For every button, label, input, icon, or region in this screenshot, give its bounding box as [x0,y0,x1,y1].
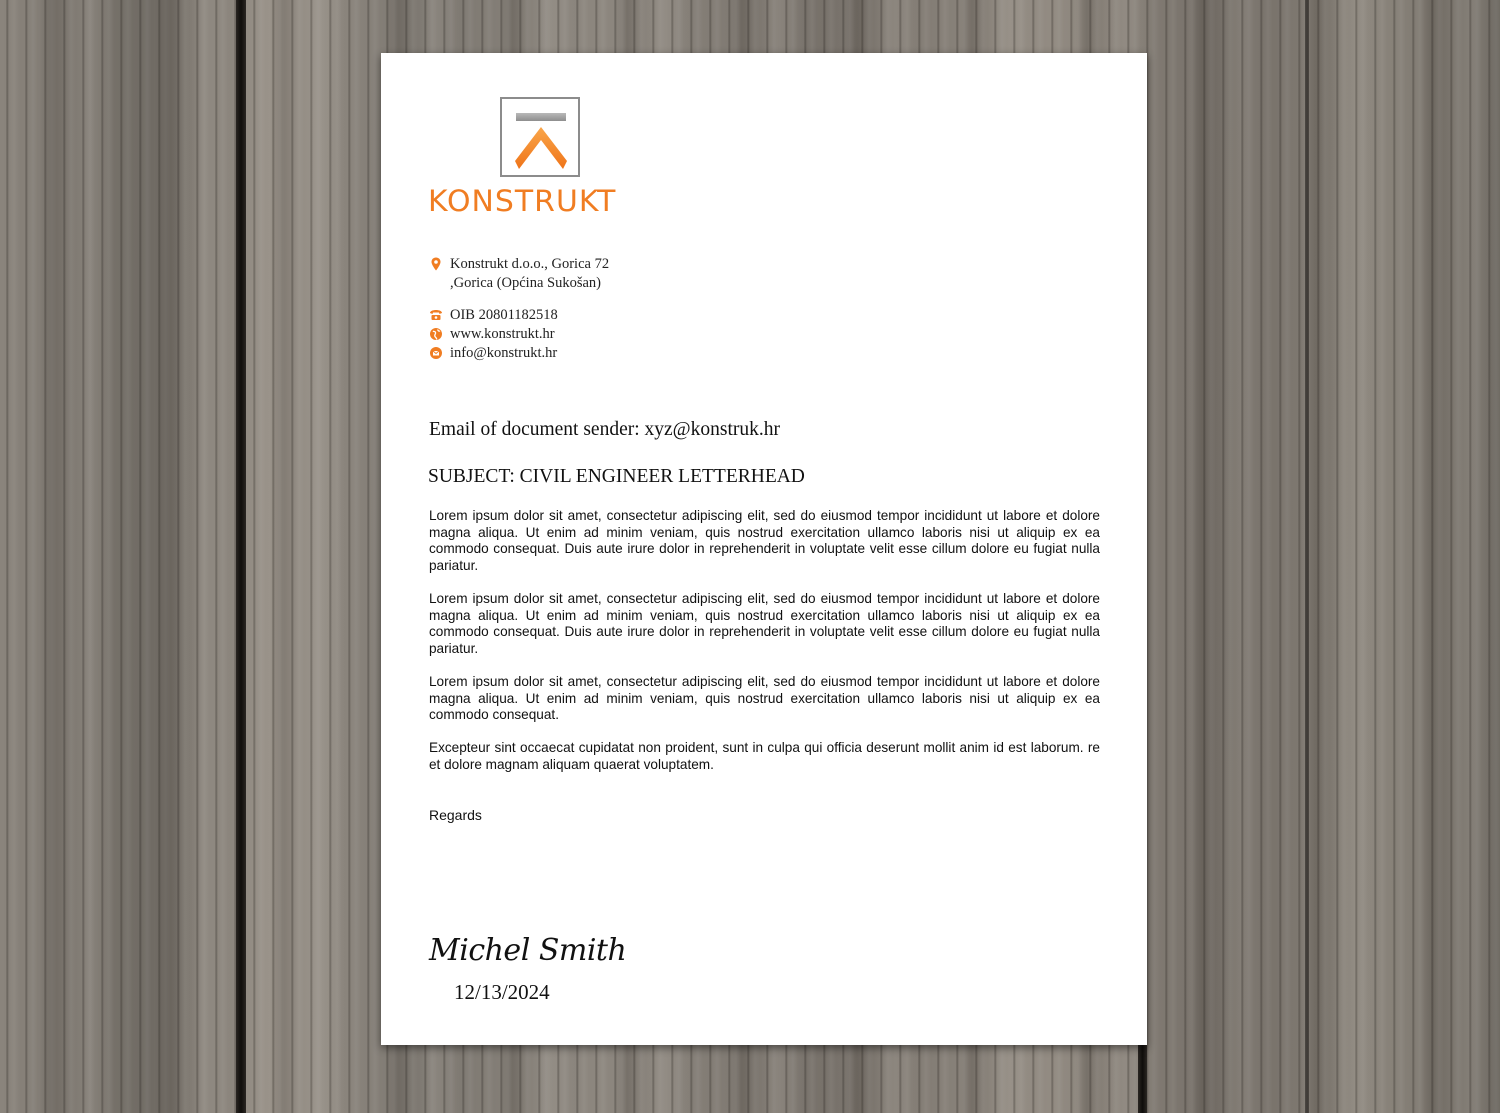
globe-icon [429,327,443,341]
contact-details [429,306,558,363]
body-paragraph: Lorem ipsum dolor sit amet, consectetur adipiscing elit, sed do eiusmod tempor incididunt ut labore et dolore magna aliqua. Ut enim ad minim veniam, quis nostrud exercitation ullamco laboris nisi ut aliquip ex ea commodo consequat. Duis aute irure dolor in reprehenderit in voluptate velit esse cillum dolore eu fugiat nulla pariatur. [429,590,1100,656]
sender-email-line: Email of document sender: xyz@konstruk.hr [429,419,780,440]
body-paragraph: Lorem ipsum dolor sit amet, consectetur adipiscing elit, sed do eiusmod tempor incididunt ut labore et dolore magna aliqua. Ut enim ad minim veniam, quis nostrud exercitation ullamco laboris nisi ut aliquip ex ea commodo consequat. Duis aute irure dolor in reprehenderit in voluptate velit esse cillum dolore eu fugiat nulla pariatur. [429,508,1100,573]
address-block [429,255,609,293]
logo-mark [500,97,580,177]
wood-plank-gap [1305,0,1309,1113]
subject-line: SUBJECT: CIVIL ENGINEER LETTERHEAD [428,466,805,487]
letterhead-paper [381,53,1147,1045]
email-icon [429,346,443,360]
logo-chevron-icon [513,127,569,171]
letter-body [429,508,1100,790]
address-line-1: Konstrukt d.o.o., Gorica 72 [450,256,610,272]
address-line-2: ,Gorica (Općina Sukošan) [450,275,601,291]
brand-name: KONSTRUKT [428,184,617,218]
signature: Michel Smith [429,933,627,968]
map-pin-icon [429,257,443,271]
email-link[interactable]: info@konstrukt.hr [450,345,558,361]
signature-date: 12/13/2024 [454,980,550,1004]
body-paragraph: Lorem ipsum dolor sit amet, consectetur adipiscing elit, sed do eiusmod tempor incididunt ut labore et dolore magna aliqua. Ut enim ad minim veniam, quis nostrud exercitation ullamco laboris nisi ut aliquip ex ea commodo consequat. [429,673,1100,723]
closing: Regards [429,807,482,823]
website-link[interactable]: www.konstrukt.hr [450,326,555,342]
logo-bar [516,113,566,121]
oib-number: OIB 20801182518 [450,307,558,323]
wood-plank-gap [236,0,246,1113]
phone-icon [429,308,443,322]
body-paragraph: Excepteur sint occaecat cupidatat non proident, sunt in culpa qui officia deserunt mollit anim id est laborum. re et dolore magnam aliquam quaerat voluptatem. [429,740,1100,772]
